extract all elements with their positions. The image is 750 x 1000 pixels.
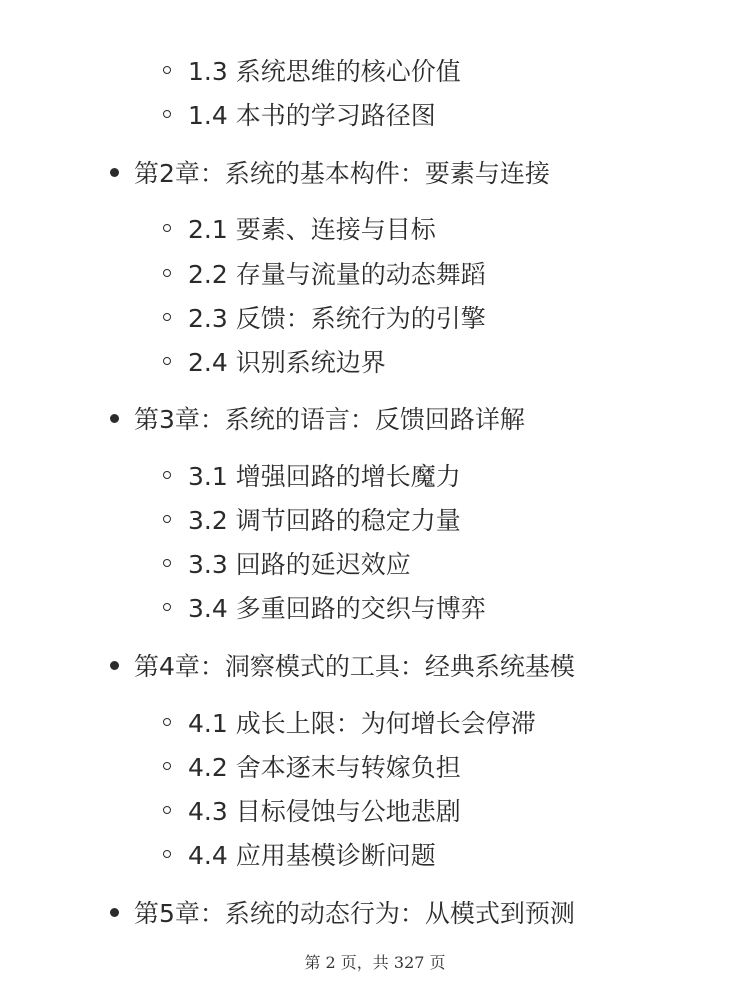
toc-section-label: 1.3 系统思维的核心价值 — [188, 57, 461, 86]
toc-section-label: 2.1 要素、连接与目标 — [188, 215, 436, 244]
circle-bullet-icon — [163, 515, 171, 523]
page-number-footer: 第 2 页，共 327 页 — [304, 953, 446, 972]
toc-section-label: 4.3 目标侵蚀与公地悲剧 — [188, 797, 461, 826]
toc-section-label: 1.4 本书的学习路径图 — [188, 101, 436, 130]
toc-section-label: 2.4 识别系统边界 — [188, 348, 386, 377]
circle-bullet-icon — [163, 850, 171, 858]
toc-section-label: 4.1 成长上限：为何增长会停滞 — [188, 709, 536, 738]
circle-bullet-icon — [163, 559, 171, 567]
toc-section-label: 3.1 增强回路的增长魔力 — [188, 462, 461, 491]
toc-section-label: 4.2 舍本逐末与转嫁负担 — [188, 753, 461, 782]
toc-section-label: 3.3 回路的延迟效应 — [188, 550, 411, 579]
circle-bullet-icon — [163, 762, 171, 770]
circle-bullet-icon — [163, 603, 171, 611]
disc-bullet-icon — [110, 908, 119, 917]
toc-chapter-label: 第5章：系统的动态行为：从模式到预测 — [134, 899, 575, 928]
toc-section-label: 2.2 存量与流量的动态舞蹈 — [188, 260, 486, 289]
toc-section-label: 3.4 多重回路的交织与博弈 — [188, 594, 486, 623]
circle-bullet-icon — [163, 110, 171, 118]
disc-bullet-icon — [110, 168, 119, 177]
circle-bullet-icon — [163, 357, 171, 365]
toc-chapter-label: 第4章：洞察模式的工具：经典系统基模 — [134, 652, 575, 681]
circle-bullet-icon — [163, 806, 171, 814]
circle-bullet-icon — [163, 471, 171, 479]
toc-section-label: 2.3 反馈：系统行为的引擎 — [188, 304, 486, 333]
circle-bullet-icon — [163, 718, 171, 726]
toc-chapter-label: 第2章：系统的基本构件：要素与连接 — [134, 159, 550, 188]
circle-bullet-icon — [163, 269, 171, 277]
disc-bullet-icon — [110, 661, 119, 670]
circle-bullet-icon — [163, 66, 171, 74]
toc-chapter-label: 第3章：系统的语言：反馈回路详解 — [134, 405, 525, 434]
toc-section-label: 3.2 调节回路的稳定力量 — [188, 506, 461, 535]
circle-bullet-icon — [163, 313, 171, 321]
circle-bullet-icon — [163, 224, 171, 232]
disc-bullet-icon — [110, 414, 119, 423]
toc-section-label: 4.4 应用基模诊断问题 — [188, 841, 436, 870]
